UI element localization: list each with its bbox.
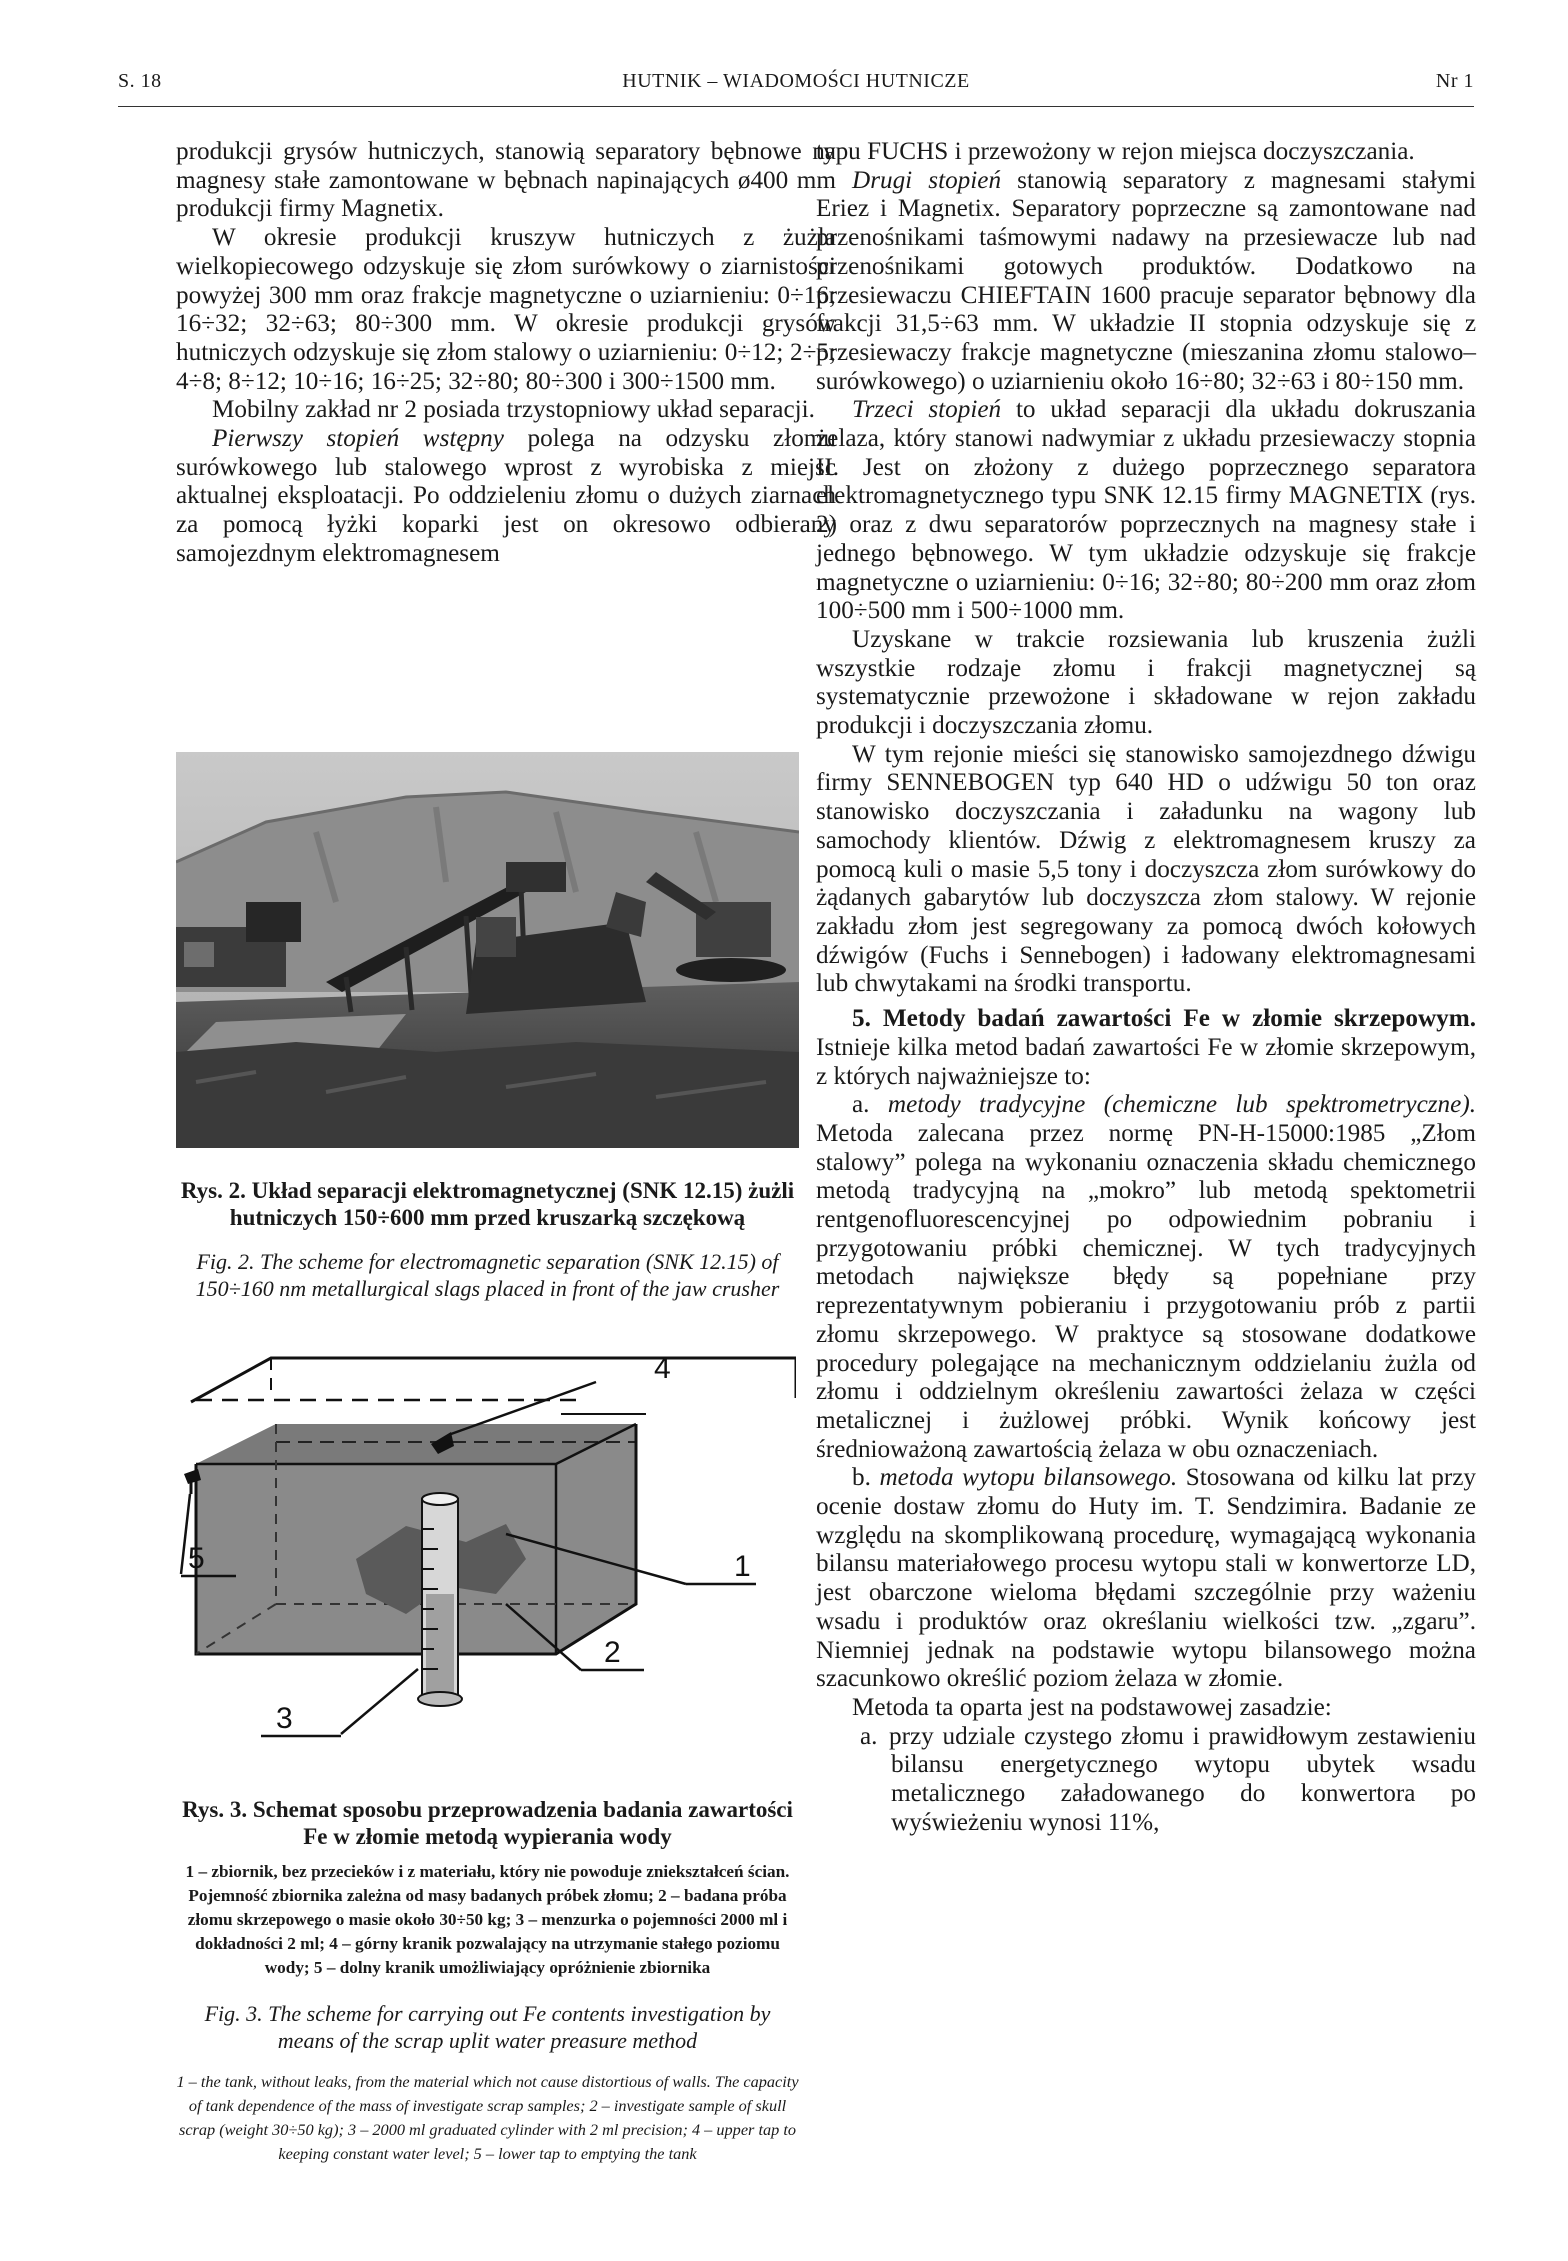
fig2-caption-pl — [176, 1177, 799, 1231]
paragraph: typu FUCHS i przewożony w rejon miejsca doczyszczania. — [816, 138, 1415, 165]
fig3-title-pl: Rys. 3. Schemat sposobu przeprowadzenia badania zawartości Fe w złomie metodą wypierania wody — [182, 1797, 793, 1849]
paragraph: Mobilny zakład nr 2 posiada trzystopniowy układ separacji. — [212, 396, 815, 424]
paragraph: Pierwszy stopień wstępny polega na odzysku złomu surówkowego lub stalowego wprost z wyrobiska z miejsc aktualnej eksploatacji. Po oddzieleniu złomu o dużych ziarnach za pomocą łyżki koparki jest on okresowo odbierany samojezdnym elektromagnesem — [176, 425, 836, 567]
paragraph: Uzyskane w trakcie rozsiewania lub kruszenia żużli wszystkie rodzaje złomu i frakcji magnetycznej są systematycznie przewożone i składowane w rejon zakładu produkcji i doczyszczania złomu. — [816, 625, 1476, 740]
paragraph: W tym rejonie mieści się stanowisko samojezdnego dźwigu firmy SENNEBOGEN typ 640 HD o udźwigu 50 ton oraz stanowisko doczyszczania i załadunku na wagony lub samochody klientów. Dźwig z elektromagnesem kruszy za pomocą kuli o masie 5,5 tony i doczyszcza złom surówkowy do żądanych gabarytów lub doczyszcza złom stalowy. W rejonie zakładu złom jest segregowany za pomocą dwóch kołowych dźwigów (Fuchs i Sennebogen) i ładowany elektromagnesami lub chwytakami na środki transportu. — [816, 740, 1476, 998]
section-heading: 5. Metody badań zawartości Fe w złomie skrzepowym. — [852, 1005, 1476, 1033]
emphasis: Trzeci stopień — [852, 396, 1002, 424]
journal-title: HUTNIK – WIADOMOŚCI HUTNICZE — [622, 70, 970, 92]
fig3-caption-en — [176, 2000, 799, 2054]
issue-number: Nr 1 — [1435, 70, 1474, 92]
paragraph: Metoda ta oparta jest na podstawowej zasadzie: — [852, 1693, 1332, 1721]
fig3-legend-pl — [176, 1860, 799, 1980]
fig3-caption-pl — [176, 1796, 799, 1850]
right-column — [816, 138, 1476, 1837]
page-number: S. 18 — [118, 70, 162, 92]
paragraph: produkcji grysów hutniczych, stanowią separatory bębnowe na magnesy stałe zamontowane w bębnach napinających ø400 mm produkcji firmy Magnetix. — [176, 138, 836, 223]
fig2-photo — [176, 752, 799, 1148]
emphasis: Pierwszy stopień wstępny — [212, 425, 504, 453]
fig2-title-pl: Rys. 2. Układ separacji elektromagnetycznej (SNK 12.15) żużli hutniczych 150÷600 mm przed kruszarką szczękową — [180, 1178, 795, 1230]
fig2-caption-en — [176, 1248, 799, 1302]
fig3-label-4: 4 — [654, 1354, 671, 1385]
header-rule — [118, 106, 1474, 107]
left-column — [176, 138, 836, 569]
emphasis: Drugi stopień — [852, 166, 1002, 194]
fig3-label-5: 5 — [188, 1542, 205, 1575]
list-item: a. przy udziale czystego złomu i prawidłowym zestawieniu bilansu energetycznego wytopu ubytek wsadu metalicznego załadowanego do konwertora po wyświeżeniu wynosi 11%, — [860, 1722, 1476, 1836]
fig3-diagram — [176, 1354, 796, 1764]
emphasis: metody tradycyjne (chemiczne lub spektrometryczne). — [887, 1091, 1477, 1119]
fig3-label-2: 2 — [604, 1636, 621, 1669]
paragraph: a. metody tradycyjne (chemiczne lub spektrometryczne). Metoda zalecana przez normę PN-H-15000:1985 „Złom stalowy” polega na wykonaniu oznaczenia składu chemicznego metodą tradycyjną na „mokro” lub metodą spektometrii rentgenofluorescencyjnej po odpowiednim pobraniu i przygotowaniu próbki chemicznej. W tych tradycyjnych metodach największe błędy są popełniane przy reprezentatywnym pobieraniu i przygotowaniu prób z partii złomu skrzepowego. W praktyce są stosowane dodatkowe procedury polegające na mechanicznym oddzielaniu żużla od złomu i oddzielnym określeniu zawartości żelaza w części metalicznej i żużlowej próbki. Wynik końcowy jest średnioważoną zawartością żelaza w obu oznaczeniach. — [816, 1091, 1477, 1463]
fig3-title-en: Fig. 3. The scheme for carrying out Fe contents investigation by means of the scrap uplit water preasure method — [204, 2001, 771, 2053]
fig3-legend-en-text: 1 – the tank, without leaks, from the material which not cause distortious of walls. The capacity of tank dependence of the mass of investigate scrap samples; 2 – investigate sample of skull scrap (weight 30÷50 kg); 3 – 2000 ml graduated cylinder with 2 ml precision; 4 – upper tap to keeping constant water level; 5 – lower tap to emptying the tank — [176, 2072, 799, 2163]
paragraph: 5. Metody badań zawartości Fe w złomie skrzepowym. Istnieje kilka metod badań zawartości Fe w złomie skrzepowym, z których najważniejsze to: — [816, 1005, 1476, 1090]
paragraph: W okresie produkcji kruszyw hutniczych z żużla wielkopiecowego odzyskuje się złom surówkowy o ziarnistości powyżej 300 mm oraz frakcje magnetyczne o uziarnieniu: 0÷16; 16÷32; 32÷63; 80÷300 mm. W okresie produkcji grysów hutniczych odzyskuje się złom stalowy o uziarnieniu: 0÷12; 2÷5; 4÷8; 8÷12; 10÷16; 16÷25; 32÷80; 80÷300 i 300÷1500 mm. — [176, 224, 836, 395]
fig3-legend-pl-text: 1 – zbiornik, bez przecieków i z materiału, który nie powoduje zniekształceń ścian. Pojemność zbiornika zależna od masy badanych próbek złomu; 2 – badana próba złomu skrzepowego o masie około 30÷50 kg; 3 – menzurka o pojemności 2000 ml i dokładności 2 ml; 4 – górny kranik pozwalający na utrzymanie stałego poziomu wody; 5 – dolny kranik umożliwiający opróżnienie zbiornika — [185, 1862, 790, 1977]
fig3-label-3: 3 — [276, 1702, 293, 1735]
running-header — [118, 70, 1474, 98]
paragraph: Trzeci stopień to układ separacji dla układu dokruszania żelaza, który stanowi nadwymiar z układu przesiewaczy stopnia II. Jest on złożony z dużego poprzecznego separatora elektromagnetycznego typu SNK 12.15 firmy MAGNETIX (rys. 2) oraz z dwu separatorów poprzecznych na magnesy stałe i jednego bębnowego. W tym układzie odzyskuje się frakcje magnetyczne o uziarnieniu: 0÷16; 32÷80; 80÷200 mm oraz złom 100÷500 mm i 500÷1000 mm. — [816, 396, 1476, 625]
paragraph: Drugi stopień stanowią separatory z magnesami stałymi Eriez i Magnetix. Separatory poprzeczne są zamontowane nad przenośnikami taśmowymi nadawy na przesiewacze lub nad przenośnikami gotowych produktów. Dodatkowo na przesiewaczu CHIEFTAIN 1600 pracuje separator bębnowy dla frakcji 31,5÷63 mm. W układzie II stopnia odzyskuje się z przesiewaczy frakcje magnetyczne (mieszanina złomu stalowo–surówkowego) o uziarnieniu około 16÷80; 32÷63 i 80÷150 mm. — [816, 166, 1477, 395]
paragraph: b. metoda wytopu bilansowego. Stosowana od kilku lat przy ocenie dostaw złomu do Huty im. T. Sendzimira. Badanie ze względu na skomplikowaną procedurę, wymagającą wykonania bilansu materiałowego procesu wytopu stali w konwertorze LD, jest obarczone wieloma błędami szczególnie przy ważeniu wsadu i produktów oraz określaniu wielkości tzw. „zgaru”. Niemniej jednak na podstawie wytopu bilansowego można szacunkowo określić poziom żelaza w złomie. — [816, 1464, 1477, 1693]
fig3-label-1: 1 — [734, 1550, 751, 1583]
fig2-title-en: Fig. 2. The scheme for electromagnetic separation (SNK 12.15) of 150÷160 nm metallurgical slags placed in front of the jaw crusher — [195, 1249, 780, 1301]
fig3-legend-en — [176, 2070, 799, 2166]
emphasis: metoda wytopu bilansowego. — [879, 1464, 1178, 1492]
